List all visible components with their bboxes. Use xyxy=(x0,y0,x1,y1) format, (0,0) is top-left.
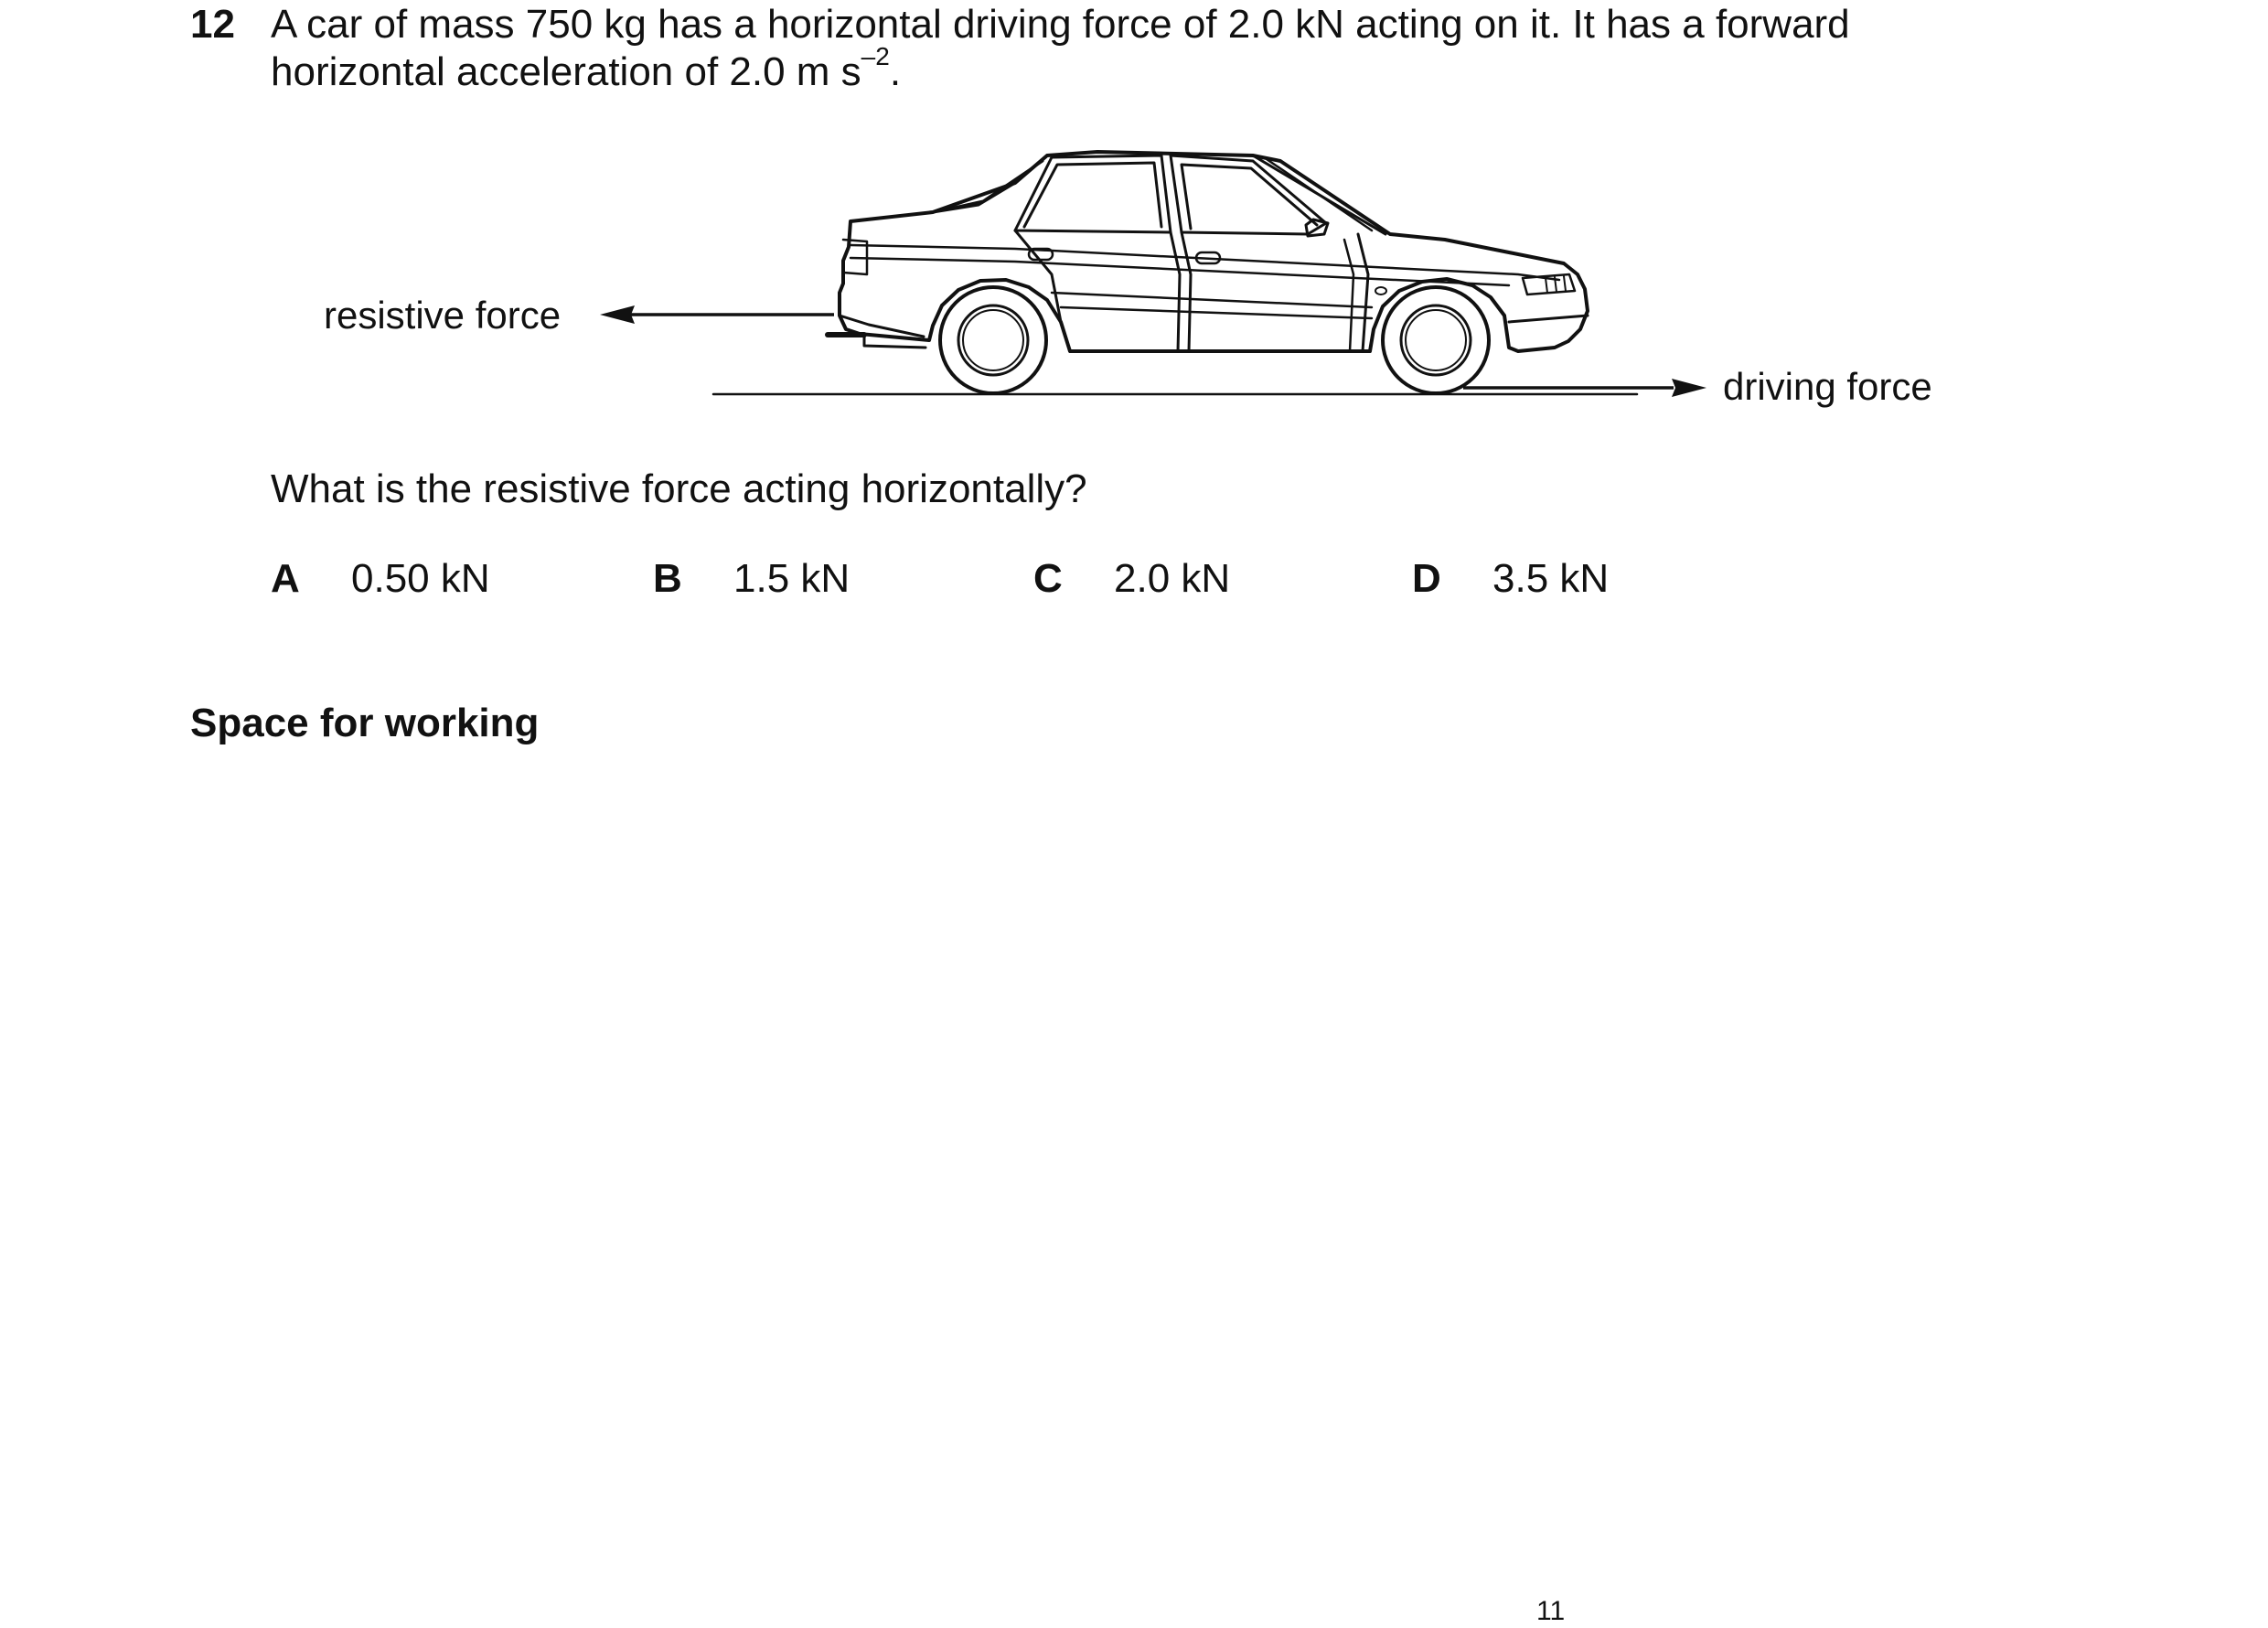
option-d-value: 3.5 kN xyxy=(1492,556,1610,601)
car-side-view-icon xyxy=(713,152,1637,394)
acceleration-text: horizontal acceleration of 2.0 m s xyxy=(271,49,861,94)
question-stem-line-1: A car of mass 750 kg has a horizontal driving force of 2.0 kN acting on it. It has a forward xyxy=(271,2,1850,47)
resistive-force-arrow xyxy=(600,305,834,324)
option-b-value: 1.5 kN xyxy=(733,556,850,601)
option-a xyxy=(271,554,490,604)
option-d-letter: D xyxy=(1412,556,1441,601)
driving-force-label: driving force xyxy=(1723,365,1932,408)
stem-period: . xyxy=(889,49,902,94)
option-d xyxy=(1412,554,1609,604)
option-c-value: 2.0 kN xyxy=(1114,556,1231,601)
option-b-letter: B xyxy=(653,556,682,601)
question-number: 12 xyxy=(190,2,235,47)
option-b xyxy=(653,554,850,604)
acceleration-exponent: –2 xyxy=(861,42,890,71)
option-c-letter: C xyxy=(1033,556,1063,601)
option-c xyxy=(1033,554,1230,604)
page-number: 11 xyxy=(1536,1596,1566,1626)
working-space-heading: Space for working xyxy=(190,701,540,745)
question-prompt: What is the resistive force acting horizontally? xyxy=(271,466,1087,511)
option-a-value: 0.50 kN xyxy=(351,556,490,601)
option-a-letter: A xyxy=(271,556,300,601)
resistive-force-label: resistive force xyxy=(324,294,562,337)
